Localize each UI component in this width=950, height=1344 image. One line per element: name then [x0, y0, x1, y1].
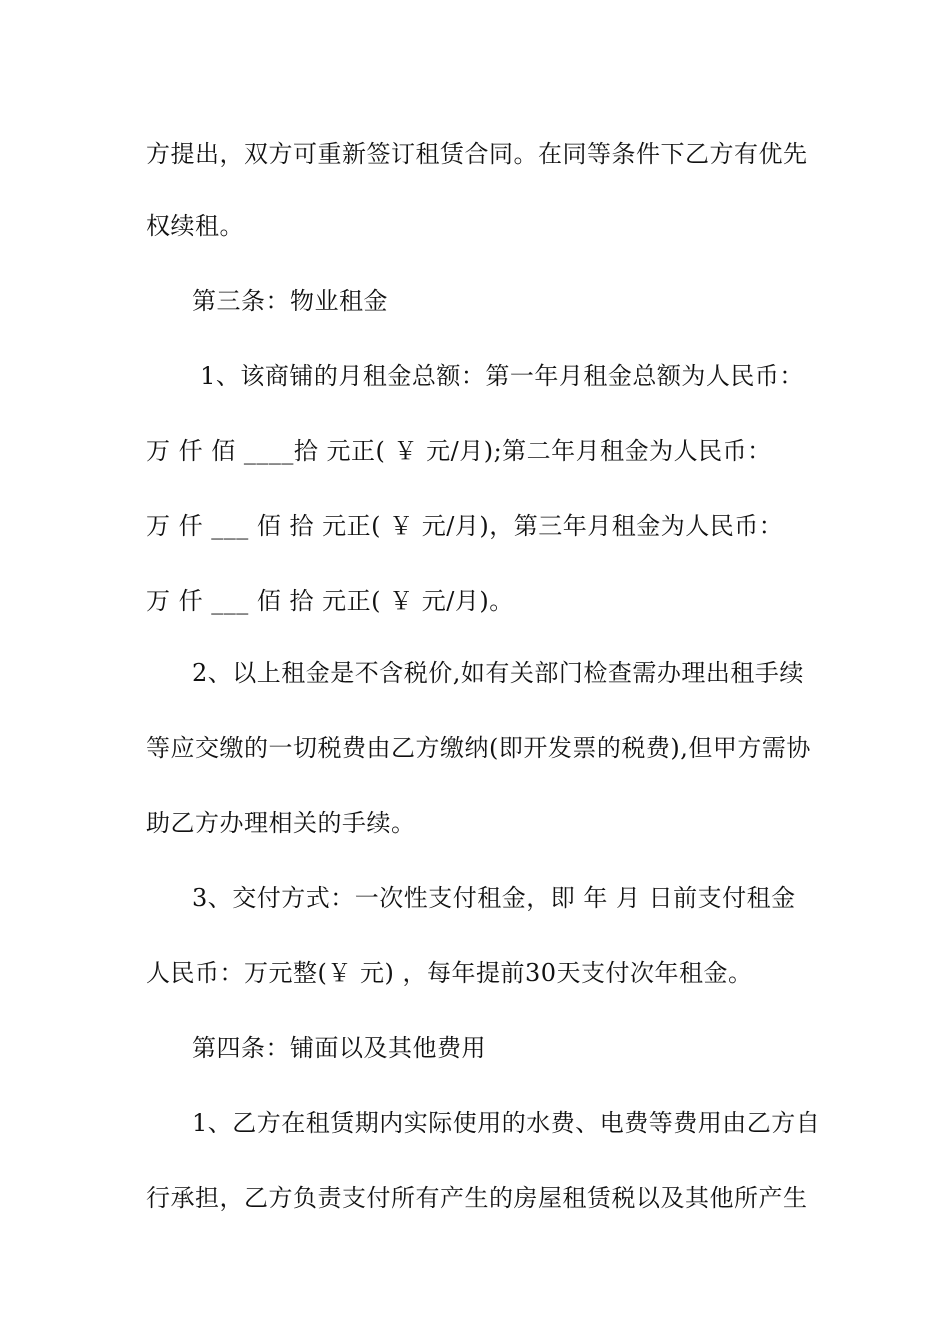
paragraph-line: 等应交缴的一切税费由乙方缴纳(即开发票的税费),但甲方需协: [146, 734, 811, 762]
paragraph-line: 万 仟 佰 ____拾 元正( ￥ 元/月);第二年月租金为人民币：: [146, 437, 772, 465]
section-heading: 第三条：物业租金: [192, 287, 388, 315]
paragraph-line: 万 仟 ___ 佰 拾 元正( ￥ 元/月)。: [146, 587, 514, 615]
paragraph-line: 权续租。: [146, 212, 244, 240]
paragraph-line: 2、以上租金是不含税价,如有关部门检查需办理出租手续: [192, 659, 804, 687]
paragraph-line: 3、交付方式：一次性支付租金，即 年 月 日前支付租金: [192, 884, 796, 912]
paragraph-line: 人民币：万元整(￥ 元) ，每年提前30天支付次年租金。: [146, 959, 753, 987]
paragraph-line: 助乙方办理相关的手续。: [146, 809, 416, 837]
paragraph-line: 1、该商铺的月租金总额：第一年月租金总额为人民币：: [192, 362, 804, 390]
paragraph-line: 行承担，乙方负责支付所有产生的房屋租赁税以及其他所产生: [146, 1184, 808, 1212]
paragraph-line: 方提出，双方可重新签订租赁合同。在同等条件下乙方有优先: [146, 140, 808, 168]
paragraph-line: 1、乙方在租赁期内实际使用的水费、电费等费用由乙方自: [192, 1109, 821, 1137]
paragraph-line: 万 仟 ___ 佰 拾 元正( ￥ 元/月)，第三年月租金为人民币：: [146, 512, 784, 540]
section-heading: 第四条：铺面以及其他费用: [192, 1034, 486, 1062]
